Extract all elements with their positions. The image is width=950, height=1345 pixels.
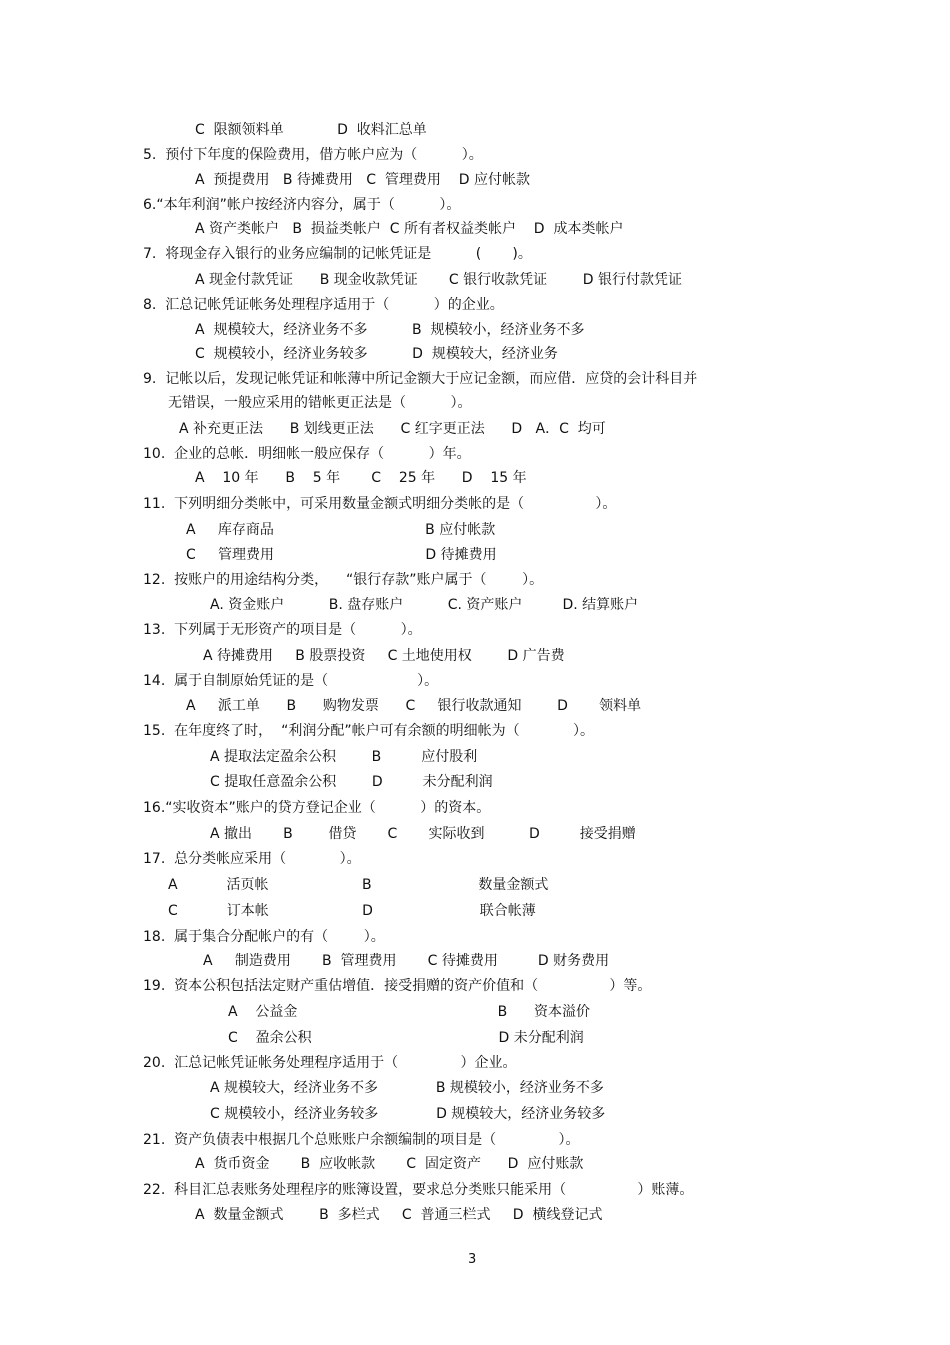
page-number: 3 bbox=[468, 1252, 477, 1267]
question-14: 14. 属于自制原始凭证的是（ ）。 bbox=[143, 673, 439, 689]
question-5: 5. 预付下年度的保险费用，借方帐户应为（ ）。 bbox=[143, 147, 483, 163]
options-15-ab: A 提取法定盈余公积 B 应付股利 bbox=[210, 749, 478, 765]
options-6: A 资产类帐户 B 损益类帐户 C 所有者权益类帐户 D 成本类帐户 bbox=[195, 221, 624, 237]
question-11: 11. 下列明细分类帐中，可采用数量金额式明细分类帐的是（ ）。 bbox=[143, 496, 617, 512]
question-12: 12. 按账户的用途结构分类， “银行存款”账户属于（ ）。 bbox=[143, 572, 544, 588]
question-21: 21. 资产负债表中根据几个总账账户余额编制的项目是（ ）。 bbox=[143, 1132, 580, 1148]
question-20: 20. 汇总记帐凭证帐务处理程序适用于（ ）企业。 bbox=[143, 1055, 517, 1071]
question-17: 17. 总分类帐应采用（ ）。 bbox=[143, 851, 361, 867]
options-9: A 补充更正法 B 划线更正法 C 红字更正法 D A．C 均可 bbox=[179, 421, 606, 437]
question-6: 6.“本年利润”帐户按经济内容分，属于（ ）。 bbox=[143, 197, 461, 213]
options-16: A 撤出 B 借贷 C 实际收到 D 接受捐赠 bbox=[210, 826, 636, 842]
options-19-cd: C 盈余公积 D 未分配利润 bbox=[228, 1030, 584, 1046]
question-10: 10. 企业的总帐．明细帐一般应保存（ ）年。 bbox=[143, 446, 471, 462]
options-14: A 派工单 B 购物发票 C 银行收款通知 D 领料单 bbox=[186, 698, 642, 714]
question-9-cont: 无错误，一般应采用的错帐更正法是（ ）。 bbox=[168, 395, 472, 411]
options-5: A 预提费用 B 待摊费用 C 管理费用 D 应付帐款 bbox=[195, 172, 530, 188]
question-9: 9. 记帐以后，发现记帐凭证和帐薄中所记金额大于应记金额，而应借．应贷的会计科目并 bbox=[143, 371, 698, 387]
options-15-cd: C 提取任意盈余公积 D 未分配利润 bbox=[210, 774, 493, 790]
question-16: 16.“实收资本”账户的贷方登记企业（ ）的资本。 bbox=[143, 800, 491, 816]
question-22: 22. 科目汇总表账务处理程序的账簿设置，要求总分类账只能采用（ ）账薄。 bbox=[143, 1182, 694, 1198]
options-8-cd: C 规模较小，经济业务较多 D 规模较大，经济业务 bbox=[195, 346, 558, 362]
options-20-cd: C 规模较小，经济业务较多 D 规模较大，经济业务较多 bbox=[210, 1106, 606, 1122]
options-17-cd: C 订本帐 D 联合帐薄 bbox=[168, 903, 536, 919]
question-7: 7. 将现金存入银行的业务应编制的记帐凭证是 ( )。 bbox=[143, 246, 532, 262]
options-20-ab: A 规模较大，经济业务不多 B 规模较小，经济业务不多 bbox=[210, 1080, 604, 1096]
options-13: A 待摊费用 B 股票投资 C 土地使用权 D 广告费 bbox=[203, 648, 565, 664]
question-18: 18. 属于集合分配帐户的有（ ）。 bbox=[143, 929, 385, 945]
options-22: A 数量金额式 B 多栏式 C 普通三栏式 D 横线登记式 bbox=[195, 1207, 603, 1223]
question-8: 8. 汇总记帐凭证帐务处理程序适用于（ ）的企业。 bbox=[143, 297, 504, 313]
options-8-ab: A 规模较大，经济业务不多 B 规模较小，经济业务不多 bbox=[195, 322, 585, 338]
options-18: A 制造费用 B 管理费用 C 待摊费用 D 财务费用 bbox=[203, 953, 610, 969]
question-19: 19. 资本公积包括法定财产重估增值．接受捐赠的资产价值和（ ）等。 bbox=[143, 978, 652, 994]
question-13: 13. 下列属于无形资产的项目是（ ）。 bbox=[143, 622, 422, 638]
options-12: A. 资金账户 B. 盘存账户 C. 资产账户 D. 结算账户 bbox=[210, 597, 639, 613]
options-11-cd: C 管理费用 D 待摊费用 bbox=[186, 547, 497, 563]
option-line: C 限额领料单 D 收料汇总单 bbox=[195, 122, 427, 138]
options-11-ab: A 库存商品 B 应付帐款 bbox=[186, 522, 496, 538]
question-15: 15. 在年度终了时， “利润分配”帐户可有余额的明细帐为（ ）。 bbox=[143, 723, 594, 739]
options-7: A 现金付款凭证 B 现金收款凭证 C 银行收款凭证 D 银行付款凭证 bbox=[195, 272, 682, 288]
options-17-ab: A 活页帐 B 数量金额式 bbox=[168, 877, 549, 893]
options-10: A 10 年 B 5 年 C 25 年 D 15 年 bbox=[195, 470, 527, 486]
options-21: A 货币资金 B 应收帐款 C 固定资产 D 应付账款 bbox=[195, 1156, 584, 1172]
options-19-ab: A 公益金 B 资本溢价 bbox=[228, 1004, 590, 1020]
